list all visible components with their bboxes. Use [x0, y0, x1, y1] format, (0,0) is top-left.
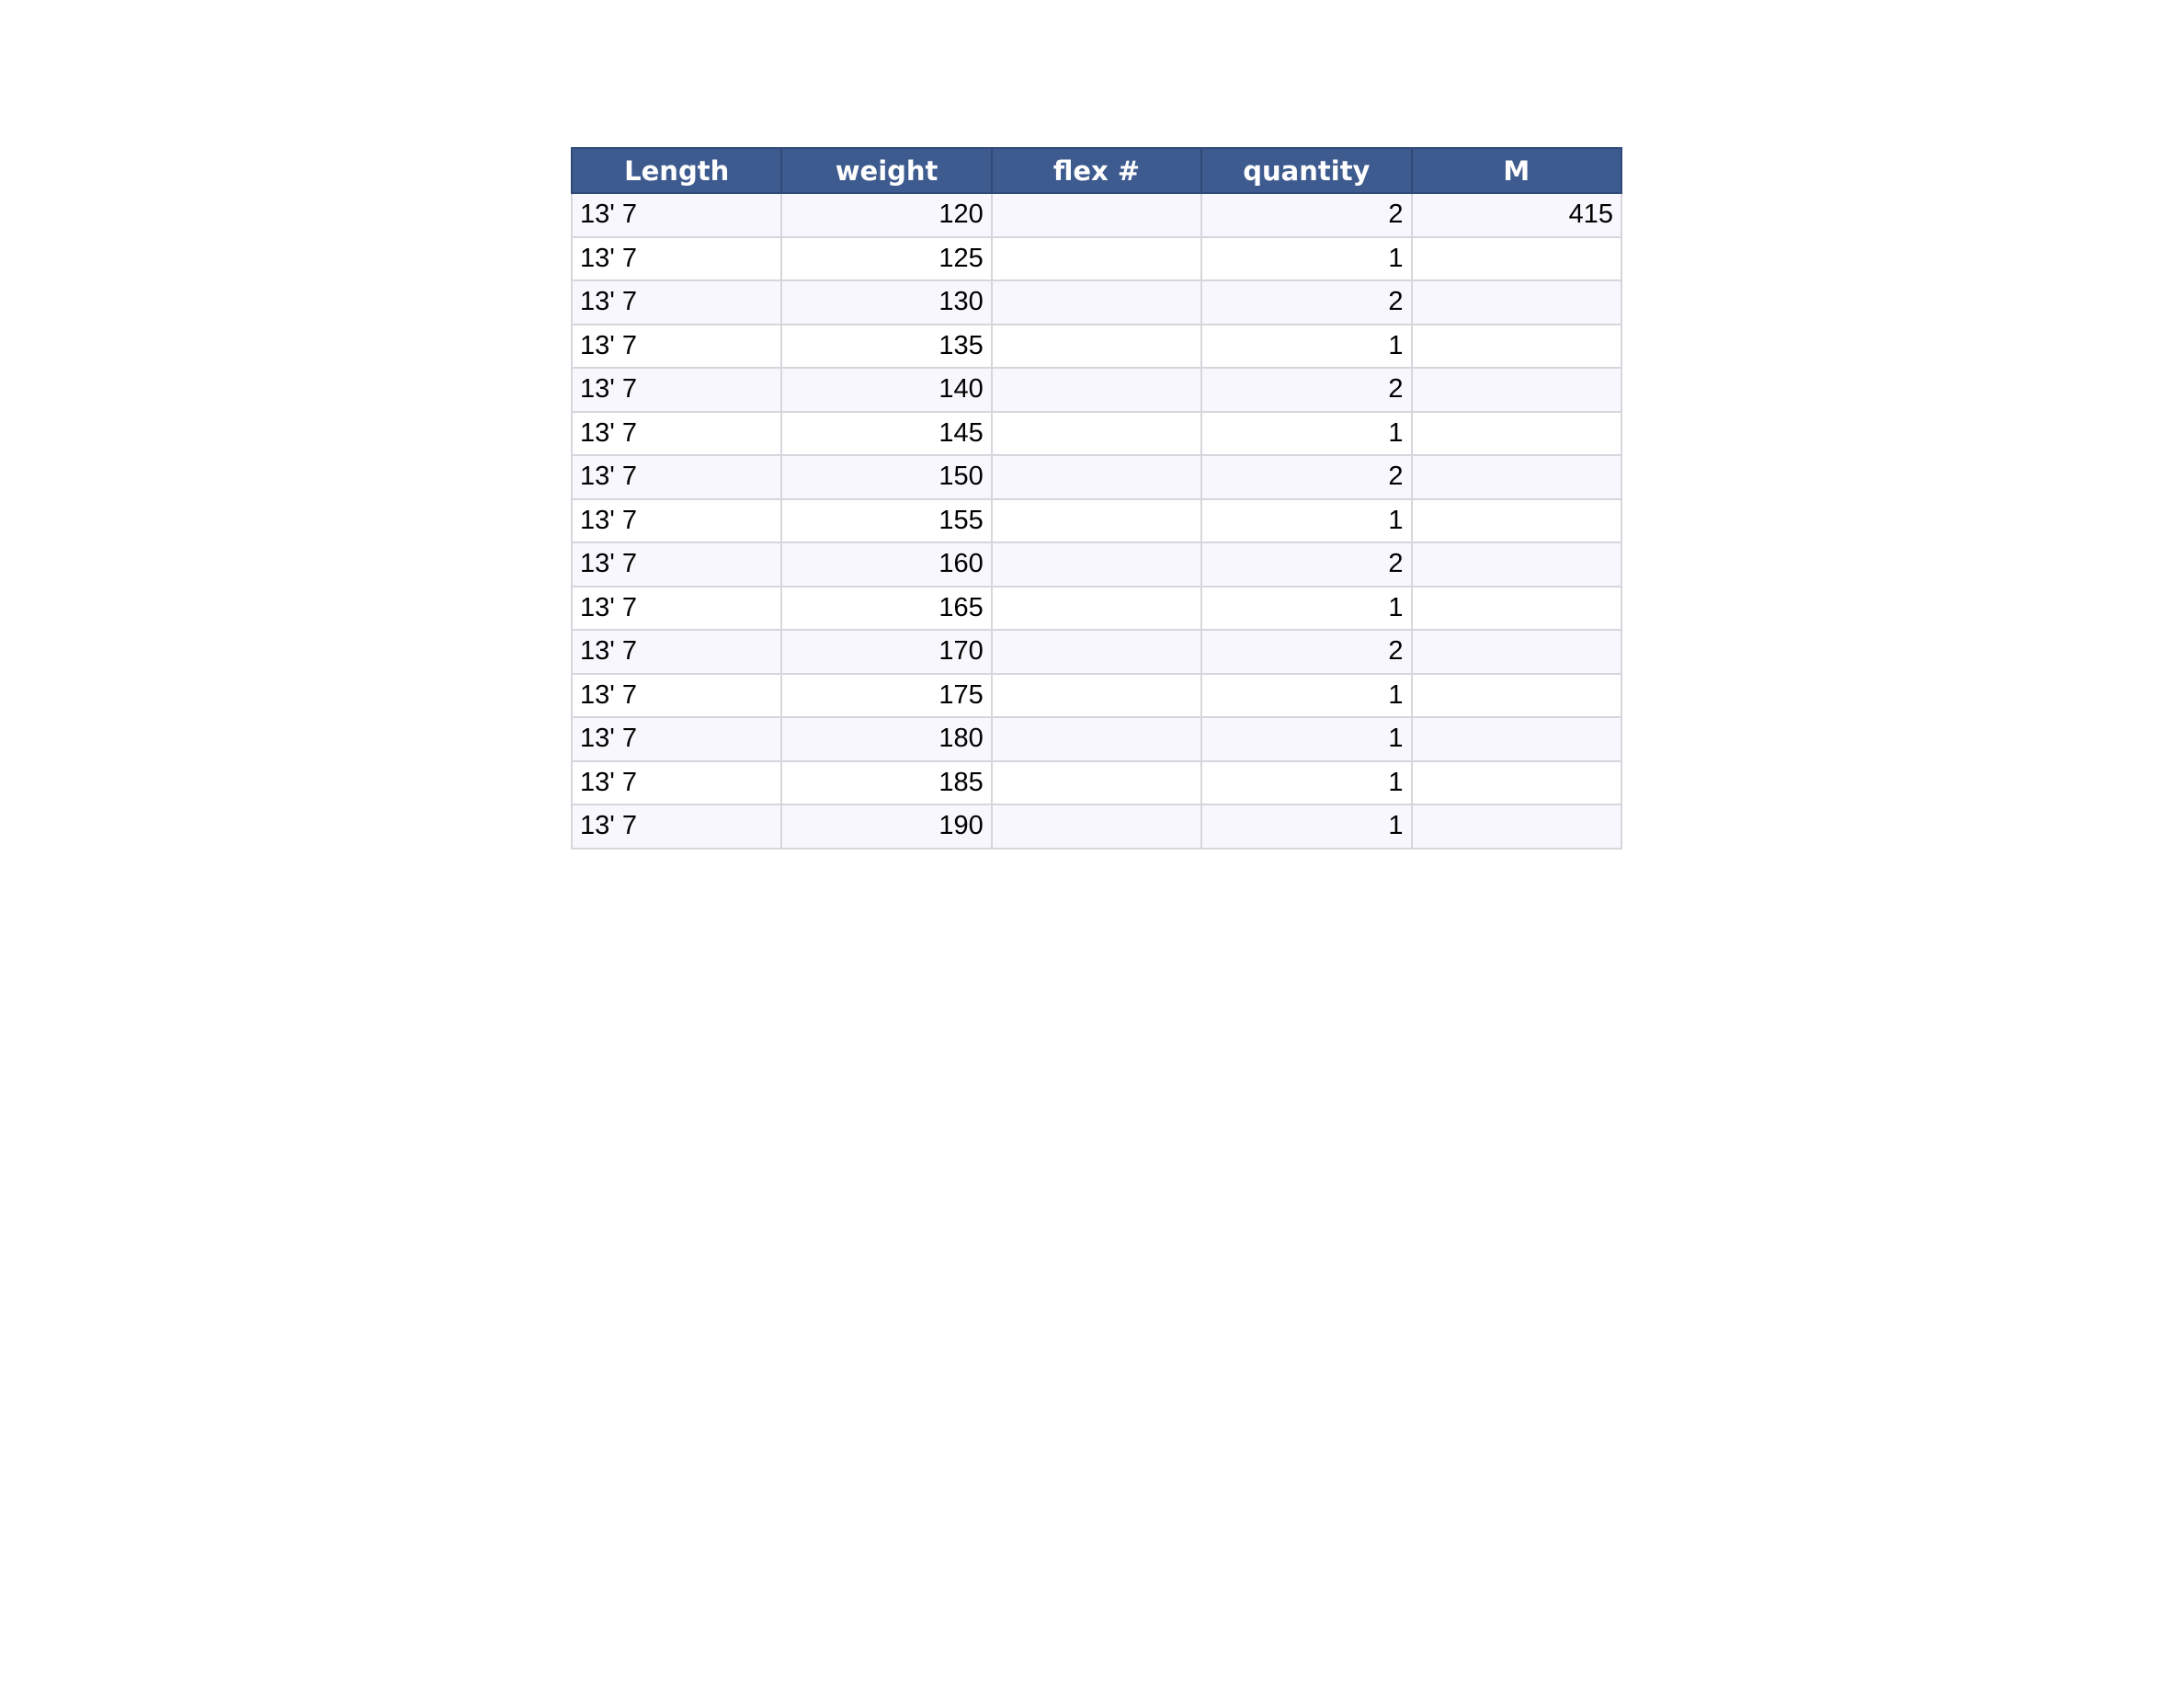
cell-quantity[interactable]: 2 — [1201, 542, 1411, 587]
cell-flex[interactable] — [992, 499, 1201, 543]
cell-flex[interactable] — [992, 280, 1201, 325]
cell-weight[interactable]: 185 — [781, 761, 991, 805]
cell-m[interactable] — [1412, 412, 1621, 456]
cell-length[interactable]: 13' 7 — [572, 412, 781, 456]
cell-weight[interactable]: 190 — [781, 804, 991, 849]
cell-weight[interactable]: 175 — [781, 674, 991, 718]
cell-weight[interactable]: 130 — [781, 280, 991, 325]
table-body — [572, 193, 1621, 849]
cell-quantity[interactable]: 2 — [1201, 455, 1411, 499]
cell-quantity[interactable]: 2 — [1201, 280, 1411, 325]
cell-quantity[interactable]: 1 — [1201, 325, 1411, 369]
cell-weight[interactable]: 135 — [781, 325, 991, 369]
cell-length[interactable]: 13' 7 — [572, 674, 781, 718]
column-header-flex[interactable]: flex # — [992, 148, 1201, 193]
cell-quantity[interactable]: 1 — [1201, 412, 1411, 456]
cell-flex[interactable] — [992, 368, 1201, 412]
cell-length[interactable]: 13' 7 — [572, 455, 781, 499]
cell-length[interactable]: 13' 7 — [572, 325, 781, 369]
cell-m[interactable] — [1412, 499, 1621, 543]
cell-m[interactable] — [1412, 542, 1621, 587]
cell-weight[interactable]: 165 — [781, 587, 991, 631]
cell-quantity[interactable]: 1 — [1201, 587, 1411, 631]
table-row — [572, 412, 1621, 456]
cell-weight[interactable]: 145 — [781, 412, 991, 456]
cell-quantity[interactable]: 1 — [1201, 674, 1411, 718]
cell-weight[interactable]: 155 — [781, 499, 991, 543]
cell-weight[interactable]: 125 — [781, 237, 991, 281]
cell-flex[interactable] — [992, 193, 1201, 237]
cell-flex[interactable] — [992, 587, 1201, 631]
table-row — [572, 193, 1621, 237]
cell-m[interactable] — [1412, 237, 1621, 281]
table-row — [572, 717, 1621, 761]
table-row — [572, 368, 1621, 412]
column-header-length[interactable]: Length — [572, 148, 781, 193]
table-row — [572, 455, 1621, 499]
cell-weight[interactable]: 170 — [781, 630, 991, 674]
cell-m[interactable] — [1412, 325, 1621, 369]
data-table — [571, 147, 1622, 850]
cell-m[interactable] — [1412, 804, 1621, 849]
cell-length[interactable]: 13' 7 — [572, 587, 781, 631]
cell-m[interactable] — [1412, 587, 1621, 631]
table-row — [572, 804, 1621, 849]
cell-m[interactable] — [1412, 717, 1621, 761]
table-row — [572, 630, 1621, 674]
cell-quantity[interactable]: 1 — [1201, 717, 1411, 761]
cell-quantity[interactable]: 2 — [1201, 630, 1411, 674]
cell-length[interactable]: 13' 7 — [572, 630, 781, 674]
cell-length[interactable]: 13' 7 — [572, 761, 781, 805]
cell-quantity[interactable]: 1 — [1201, 499, 1411, 543]
table-row — [572, 237, 1621, 281]
cell-quantity[interactable]: 2 — [1201, 368, 1411, 412]
cell-length[interactable]: 13' 7 — [572, 804, 781, 849]
cell-flex[interactable] — [992, 542, 1201, 587]
cell-m[interactable] — [1412, 280, 1621, 325]
header-row — [572, 148, 1621, 193]
table-header — [572, 148, 1621, 193]
cell-flex[interactable] — [992, 237, 1201, 281]
cell-weight[interactable]: 120 — [781, 193, 991, 237]
table-row — [572, 761, 1621, 805]
column-header-m[interactable]: M — [1412, 148, 1621, 193]
cell-flex[interactable] — [992, 761, 1201, 805]
cell-flex[interactable] — [992, 717, 1201, 761]
cell-weight[interactable]: 140 — [781, 368, 991, 412]
cell-length[interactable]: 13' 7 — [572, 193, 781, 237]
table-row — [572, 674, 1621, 718]
cell-weight[interactable]: 180 — [781, 717, 991, 761]
table-row — [572, 499, 1621, 543]
cell-length[interactable]: 13' 7 — [572, 717, 781, 761]
cell-length[interactable]: 13' 7 — [572, 280, 781, 325]
table-row — [572, 280, 1621, 325]
table-row — [572, 542, 1621, 587]
cell-flex[interactable] — [992, 674, 1201, 718]
table-row — [572, 587, 1621, 631]
cell-flex[interactable] — [992, 325, 1201, 369]
cell-quantity[interactable]: 2 — [1201, 193, 1411, 237]
cell-length[interactable]: 13' 7 — [572, 542, 781, 587]
cell-quantity[interactable]: 1 — [1201, 237, 1411, 281]
cell-m[interactable]: 415 — [1412, 193, 1621, 237]
cell-quantity[interactable]: 1 — [1201, 761, 1411, 805]
cell-weight[interactable]: 160 — [781, 542, 991, 587]
cell-weight[interactable]: 150 — [781, 455, 991, 499]
cell-m[interactable] — [1412, 455, 1621, 499]
cell-length[interactable]: 13' 7 — [572, 237, 781, 281]
cell-m[interactable] — [1412, 761, 1621, 805]
cell-flex[interactable] — [992, 804, 1201, 849]
cell-m[interactable] — [1412, 674, 1621, 718]
cell-flex[interactable] — [992, 412, 1201, 456]
cell-m[interactable] — [1412, 368, 1621, 412]
cell-m[interactable] — [1412, 630, 1621, 674]
cell-length[interactable]: 13' 7 — [572, 368, 781, 412]
column-header-weight[interactable]: weight — [781, 148, 991, 193]
column-header-quantity[interactable]: quantity — [1201, 148, 1411, 193]
cell-quantity[interactable]: 1 — [1201, 804, 1411, 849]
cell-length[interactable]: 13' 7 — [572, 499, 781, 543]
cell-flex[interactable] — [992, 630, 1201, 674]
table-row — [572, 325, 1621, 369]
cell-flex[interactable] — [992, 455, 1201, 499]
